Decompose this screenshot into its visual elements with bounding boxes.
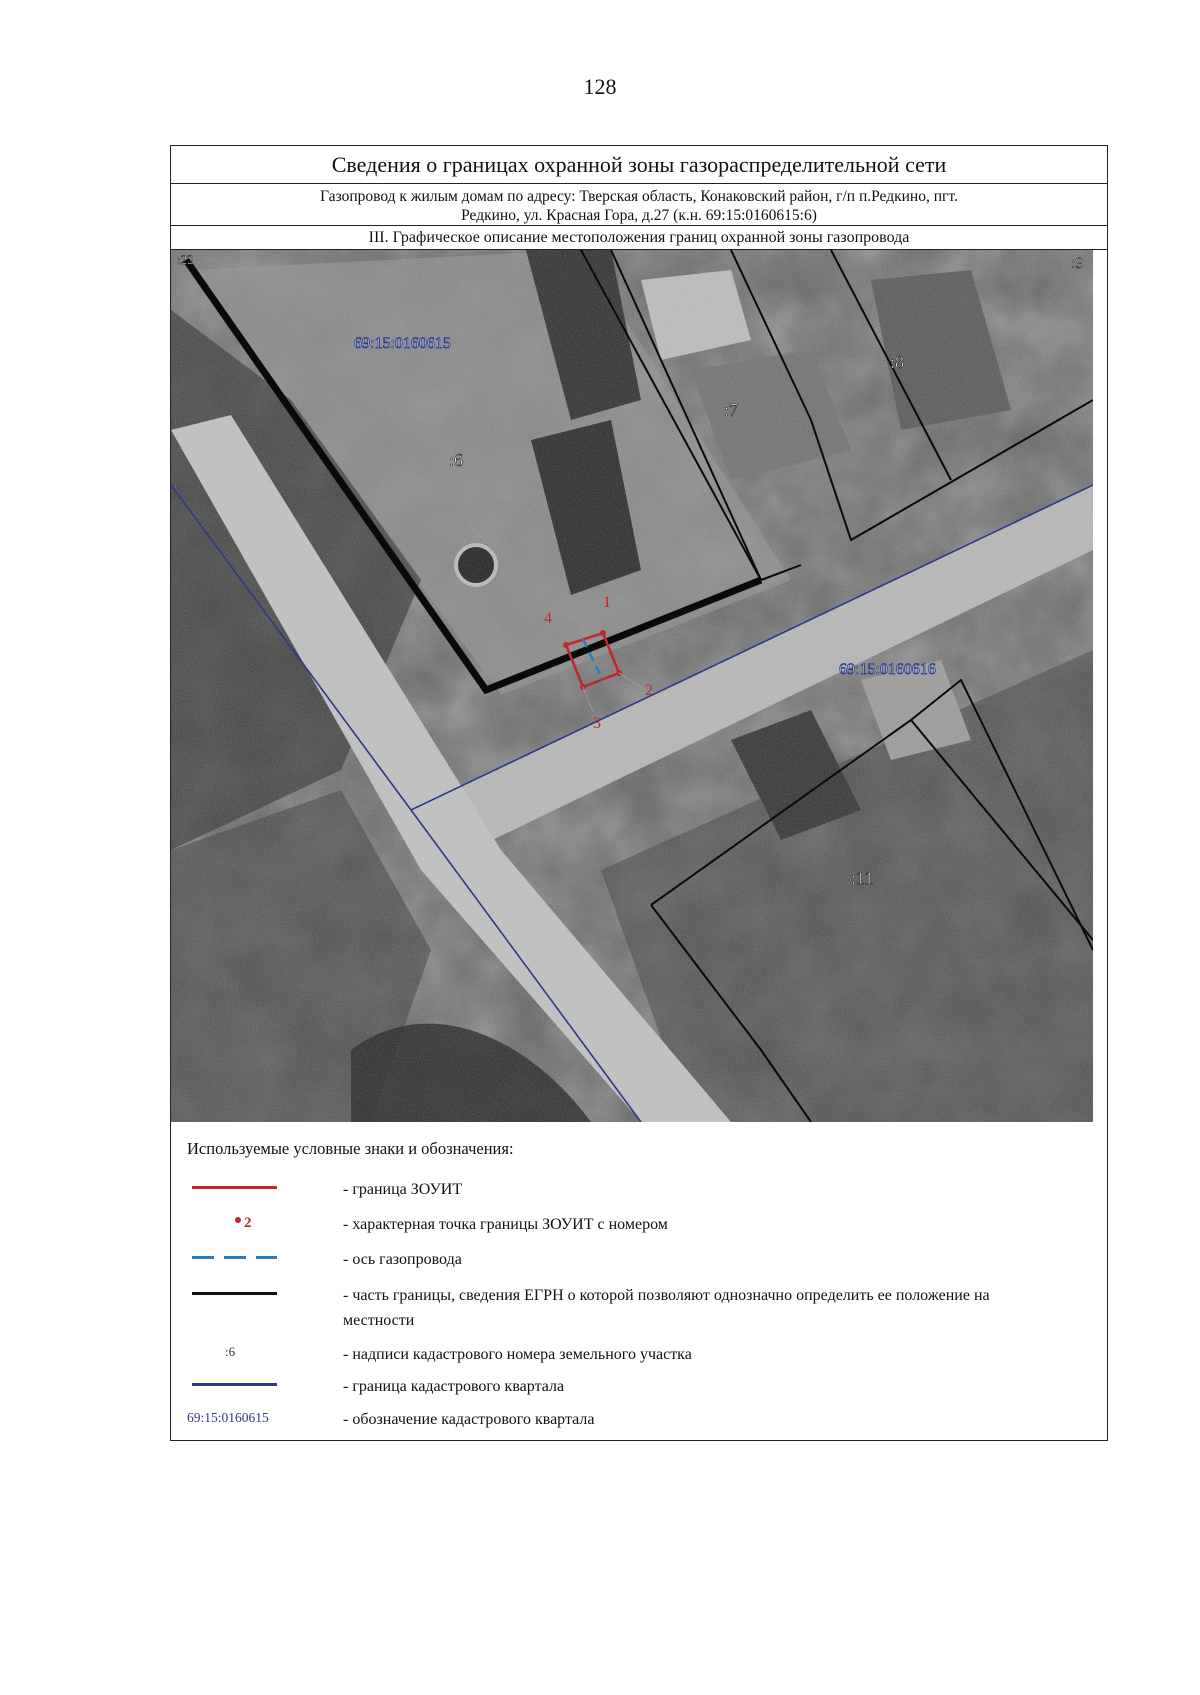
- parcel-label-11: :11: [851, 868, 874, 888]
- point-label-1: 1: [603, 594, 611, 611]
- parcel-label-7: :7: [724, 400, 739, 420]
- point-label-2: 2: [645, 682, 653, 699]
- legend-symbol-parcel-text: :6: [225, 1344, 236, 1359]
- legend-item-parcel-label: [187, 1339, 1087, 1365]
- legend-item-egrn-border: [187, 1280, 1087, 1332]
- legend-symbol-quarter-label: [187, 1404, 297, 1430]
- legend-item-quarter-label: [187, 1404, 1087, 1430]
- legend-item-zone-border: [187, 1174, 1087, 1200]
- legend-text: - ось газопровода: [343, 1251, 462, 1268]
- parcel-label-9: :9: [1071, 255, 1084, 272]
- section-title: III. Графическое описание местоположения границ охранной зоны газопровода: [171, 226, 1107, 250]
- legend-text: - часть границы, сведения ЕГРН о которой позволяют однозначно определить ее положение на местности: [343, 1287, 990, 1329]
- legend-item-quarter-border: [187, 1371, 1087, 1397]
- quarter-label-0160615: 69:15:0160615: [354, 335, 451, 352]
- map-svg: [171, 250, 1093, 1122]
- legend-item-pipeline-axis: [187, 1244, 1087, 1270]
- zone-point-1: [600, 630, 606, 636]
- legend-text: - характерная точка границы ЗОУИТ с номером: [343, 1216, 668, 1233]
- legend-text: - граница кадастрового квартала: [343, 1378, 565, 1395]
- legend-symbol-navy-line: [187, 1371, 297, 1397]
- zone-point-4: [563, 642, 569, 648]
- point-label-3: 3: [593, 715, 601, 732]
- parcel-label-22: :22: [177, 252, 194, 267]
- legend-symbol-blue-dashed-line: [187, 1244, 297, 1270]
- document-frame: [170, 145, 1108, 1441]
- legend-symbol-point-number: 2: [244, 1215, 252, 1231]
- document-title: Сведения о границах охранной зоны газораспределительной сети: [171, 146, 1107, 184]
- page-number: 128: [583, 74, 617, 99]
- parcel-label-6: :6: [449, 450, 464, 470]
- legend-symbol-quarter-text: 69:15:0160615: [187, 1410, 269, 1425]
- legend-symbol-black-line: [187, 1280, 297, 1306]
- legend-text: - обозначение кадастрового квартала: [343, 1411, 595, 1428]
- legend-symbol-red-line: [187, 1174, 297, 1200]
- legend-text: - надписи кадастрового номера земельного участка: [343, 1346, 692, 1363]
- legend-symbol-red-point: [187, 1209, 297, 1235]
- legend-symbol-parcel-label: [187, 1339, 297, 1365]
- aerial-map: [171, 250, 1093, 1122]
- legend-item-zone-point: [187, 1209, 1087, 1235]
- parcel-label-8: :8: [890, 352, 905, 372]
- legend-text: - граница ЗОУИТ: [343, 1181, 463, 1198]
- legend-title: Используемые условные знаки и обозначения:: [187, 1139, 514, 1158]
- document-subtitle: [171, 184, 1107, 226]
- quarter-label-0160616: 69:15:0160616: [839, 661, 936, 678]
- subtitle-line-1: Газопровод к жилым домам по адресу: Тверская область, Конаковский район, г/п п.Редкино, пгт.: [320, 188, 958, 205]
- subtitle-line-2: Редкино, ул. Красная Гора, д.27 (к.н. 69:15:0160615:6): [461, 207, 817, 224]
- point-label-4: 4: [544, 610, 552, 627]
